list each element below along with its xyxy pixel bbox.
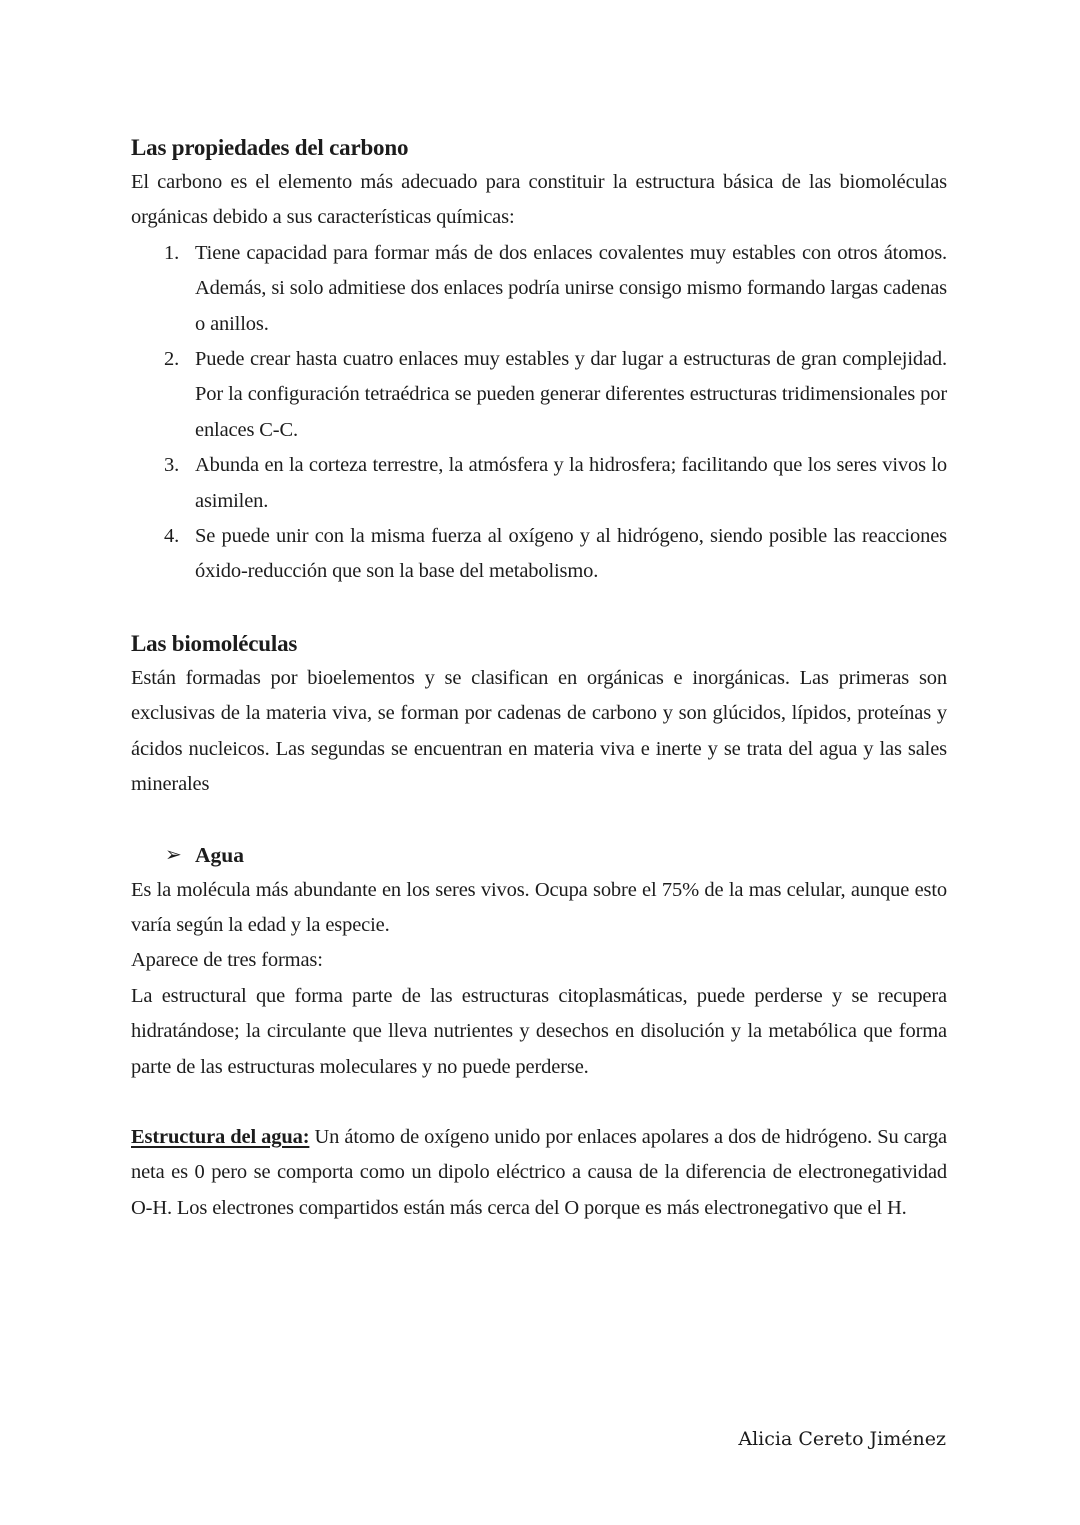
list-text: Abunda en la corteza terrestre, la atmósfera y la hidrosfera; facilitando que los seres vivos lo asimilen. [195, 454, 947, 512]
list-text: Tiene capacidad para formar más de dos enlaces covalentes muy estables con otros átomos. Además, si solo admitiese dos enlaces podría unirse consigo mismo formando largas cadenas o anillos. [195, 241, 947, 335]
paragraph: Es la molécula más abundante en los seres vivos. Ocupa sobre el 75% de la mas celular, aunque esto varía según la edad y la especie. [131, 878, 947, 936]
author-footer: Alicia Cereto Jiménez [738, 1428, 946, 1450]
spacer [131, 1085, 947, 1120]
section-biomolecules [131, 626, 947, 803]
water-structure-label: Estructura del agua: [131, 1125, 310, 1148]
list-number: 3. [164, 454, 180, 477]
spacer [131, 803, 947, 838]
list-number: 4. [164, 525, 180, 548]
section-heading: Las biomoléculas [131, 630, 298, 656]
section-heading: Las propiedades del carbono [131, 135, 409, 160]
subsection-heading [131, 838, 947, 873]
list-item [131, 342, 947, 448]
arrow-bullet-icon: ➢ [165, 843, 182, 866]
list-item [131, 236, 947, 342]
section-body: Están formadas por bioelementos y se clasifican en orgánicas e inorgánicas. Las primeras son exclusivas de la materia viva, se forman por cadenas de carbono y son glúcidos, lípidos, proteínas y ácidos nucleicos. Las segundas se encuentran en materia viva e inerte y se trata del agua y las sales minerales [131, 666, 947, 796]
spacer [131, 590, 947, 626]
paragraph: La estructural que forma parte de las estructuras citoplasmáticas, puede perderse y se recupera hidratándose; la circulante que lleva nutrientes y desechos en disolución y la metabólica que forma parte de las estructuras moleculares y no puede perderse. [131, 984, 947, 1078]
list-number: 2. [164, 348, 180, 371]
section-intro: El carbono es el elemento más adecuado para constituir la estructura básica de las biomoléculas orgánicas debido a sus características químicas: [131, 171, 947, 229]
list-item [131, 448, 947, 519]
list-number: 1. [164, 241, 180, 264]
subsection-label: Agua [195, 842, 244, 867]
list-text: Se puede unir con la misma fuerza al oxígeno y al hidrógeno, siendo posible las reacciones óxido-reducción que son la base del metabolismo. [195, 525, 947, 583]
section-water [131, 838, 947, 1227]
water-structure-paragraph [131, 1120, 947, 1226]
document-page [131, 130, 947, 1226]
section-carbon-properties [131, 130, 947, 590]
paragraph: Aparece de tres formas: [131, 949, 323, 972]
carbon-properties-list [131, 236, 947, 590]
list-text: Puede crear hasta cuatro enlaces muy estables y dar lugar a estructuras de gran complejidad. Por la configuración tetraédrica se pueden generar diferentes estructuras tridimensionales por enlaces C-C. [195, 348, 947, 441]
list-item [131, 519, 947, 590]
water-structure-text: Un átomo de oxígeno unido por enlaces apolares a dos de hidrógeno. Su carga neta es 0 pero se comporta como un dipolo eléctrico a causa de la diferencia de electronegatividad O-H. Los electrones compartidos están más cerca del O porque es más electronegativo que el H. [131, 1125, 947, 1219]
